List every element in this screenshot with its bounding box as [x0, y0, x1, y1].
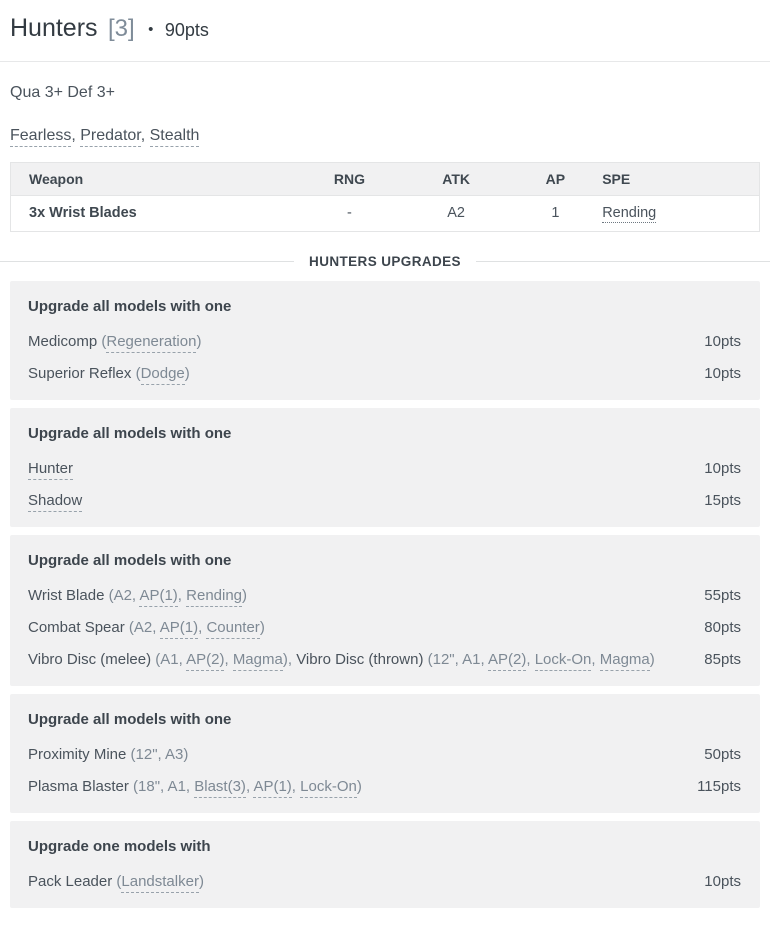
upgrade-option [28, 777, 741, 796]
rule-ref[interactable]: Blast(3) [194, 778, 246, 798]
upgrade-name: Superior Reflex [28, 365, 136, 382]
special-rule[interactable]: Fearless [10, 127, 71, 147]
rule-ref[interactable]: Counter [206, 619, 259, 639]
rule-ref[interactable]: Dodge [141, 365, 185, 385]
upgrade-option [28, 364, 741, 383]
upgrade-option-text [28, 618, 279, 637]
upgrade-option-text [28, 586, 261, 605]
upgrade-option-text [28, 650, 669, 669]
rule-ref[interactable]: Hunter [28, 460, 73, 480]
upgrade-option-text [28, 745, 202, 764]
upgrade-section-title: Upgrade all models with one [28, 711, 232, 728]
upgrade-detail: ( [135, 365, 141, 382]
upgrade-detail: (A2, [108, 587, 140, 604]
weapons-table-header [11, 163, 760, 196]
weapon-rule-ref[interactable]: Rending [602, 205, 657, 221]
upgrade-option-text [28, 364, 204, 383]
upgrade-detail: ), [282, 651, 297, 668]
separator-dot: • [148, 21, 154, 38]
rule-ref[interactable]: AP(1) [139, 587, 177, 607]
unit-special-rules [10, 127, 760, 145]
upgrade-option-text [28, 491, 96, 510]
upgrade-option [28, 459, 741, 478]
upgrade-points: 50pts [704, 746, 741, 763]
upgrades-divider-label: HUNTERS UPGRADES [309, 254, 461, 269]
upgrade-detail: ) [196, 333, 202, 350]
upgrade-detail: , [591, 651, 600, 668]
rule-ref[interactable]: AP(1) [160, 619, 198, 639]
upgrade-sections [10, 281, 760, 908]
upgrade-detail: (A1, [155, 651, 187, 668]
unit-header [10, 13, 760, 47]
upgrade-detail: ) [242, 587, 248, 604]
rule-ref[interactable]: Magma [233, 651, 283, 671]
upgrade-option-text [28, 459, 87, 478]
upgrade-points: 10pts [704, 365, 741, 382]
upgrade-points: 55pts [704, 587, 741, 604]
upgrade-name: Vibro Disc (thrown) [296, 651, 428, 668]
rule-ref[interactable]: Magma [600, 651, 650, 671]
upgrade-detail: , [224, 651, 233, 668]
weapons-table [10, 162, 760, 232]
upgrade-option-text [28, 332, 215, 351]
upgrade-detail: , [245, 778, 254, 795]
upgrade-points: 85pts [704, 651, 741, 668]
upgrade-name: Pack Leader [28, 873, 117, 890]
upgrade-option [28, 618, 741, 637]
upgrade-detail: ) [259, 619, 265, 636]
upgrade-detail: , [526, 651, 535, 668]
upgrade-section-title: Upgrade all models with one [28, 298, 232, 315]
rule-ref[interactable]: Lock-On [300, 778, 357, 798]
upgrade-points: 80pts [704, 619, 741, 636]
upgrade-option [28, 491, 741, 510]
upgrade-points: 15pts [704, 492, 741, 509]
upgrade-points: 115pts [697, 778, 741, 795]
unit-name: Hunters [10, 14, 98, 42]
upgrade-option [28, 650, 741, 669]
rule-ref[interactable]: AP(1) [253, 778, 291, 798]
special-rule[interactable]: Stealth [150, 127, 200, 147]
header-divider [0, 61, 770, 62]
divider-line-left [0, 261, 294, 262]
upgrade-section-title: Upgrade all models with one [28, 552, 232, 569]
upgrade-detail: (12", A3) [130, 746, 189, 763]
upgrade-detail: , [177, 587, 187, 604]
upgrade-option-text [28, 777, 376, 796]
upgrade-section [10, 694, 760, 813]
upgrade-option [28, 332, 741, 351]
upgrade-points: 10pts [704, 873, 741, 890]
upgrade-name: Plasma Blaster [28, 778, 134, 795]
upgrade-detail: ( [116, 873, 122, 890]
upgrade-detail: ) [184, 365, 190, 382]
upgrade-name: Combat Spear [28, 619, 129, 636]
weapon-rng-cell: - [346, 205, 352, 221]
column-header-ap: AP [509, 163, 603, 196]
rule-ref[interactable]: AP(2) [488, 651, 526, 671]
upgrade-section [10, 535, 760, 686]
special-rule[interactable]: Predator [80, 127, 140, 147]
column-header-atk: ATK [404, 163, 509, 196]
upgrade-option-text [28, 872, 218, 891]
upgrade-points: 10pts [704, 460, 741, 477]
upgrade-option [28, 872, 741, 891]
rule-separator: , [140, 127, 150, 144]
upgrade-option [28, 586, 741, 605]
column-header-rng: RNG [295, 163, 404, 196]
upgrade-detail: ( [101, 333, 107, 350]
upgrade-section-title: Upgrade one models with [28, 838, 211, 855]
column-header-weapon: Weapon [11, 163, 296, 196]
upgrade-name: Vibro Disc (melee) [28, 651, 156, 668]
upgrade-detail: , [291, 778, 301, 795]
unit-points: 90pts [164, 20, 209, 40]
upgrade-section [10, 408, 760, 527]
rule-ref[interactable]: Regeneration [106, 333, 196, 353]
upgrade-name: Wrist Blade [28, 587, 109, 604]
unit-model-count: [3] [108, 15, 135, 42]
unit-stats: Qua 3+ Def 3+ [10, 84, 115, 101]
upgrade-section [10, 821, 760, 908]
rule-ref[interactable]: Lock-On [535, 651, 592, 671]
upgrade-detail: ) [649, 651, 655, 668]
column-header-spe: SPE [602, 163, 759, 196]
upgrades-divider [0, 254, 770, 269]
rule-ref[interactable]: Shadow [28, 492, 82, 512]
weapon-spe-cell [602, 196, 759, 232]
upgrade-detail: ) [198, 873, 204, 890]
weapon-name-cell: 3x Wrist Blades [29, 205, 137, 221]
upgrade-detail: ) [356, 778, 362, 795]
upgrade-name: Medicomp [28, 333, 102, 350]
rule-ref[interactable]: AP(2) [186, 651, 224, 671]
weapon-ap-cell: 1 [551, 205, 560, 221]
upgrade-option [28, 745, 741, 764]
divider-line-right [476, 261, 770, 262]
upgrade-detail: , [198, 619, 207, 636]
upgrade-detail: (A2, [128, 619, 160, 636]
upgrade-detail: (12", A1, [427, 651, 488, 668]
upgrade-detail: (18", A1, [133, 778, 195, 795]
upgrade-section [10, 281, 760, 400]
upgrade-name: Proximity Mine [28, 746, 131, 763]
upgrade-points: 10pts [704, 333, 741, 350]
rule-ref[interactable]: Rending [186, 587, 242, 607]
rule-separator: , [71, 127, 81, 144]
upgrade-section-title: Upgrade all models with one [28, 425, 232, 442]
weapon-row [11, 196, 760, 232]
rule-ref[interactable]: Landstalker [121, 873, 199, 893]
weapon-atk-cell: A2 [447, 205, 465, 221]
